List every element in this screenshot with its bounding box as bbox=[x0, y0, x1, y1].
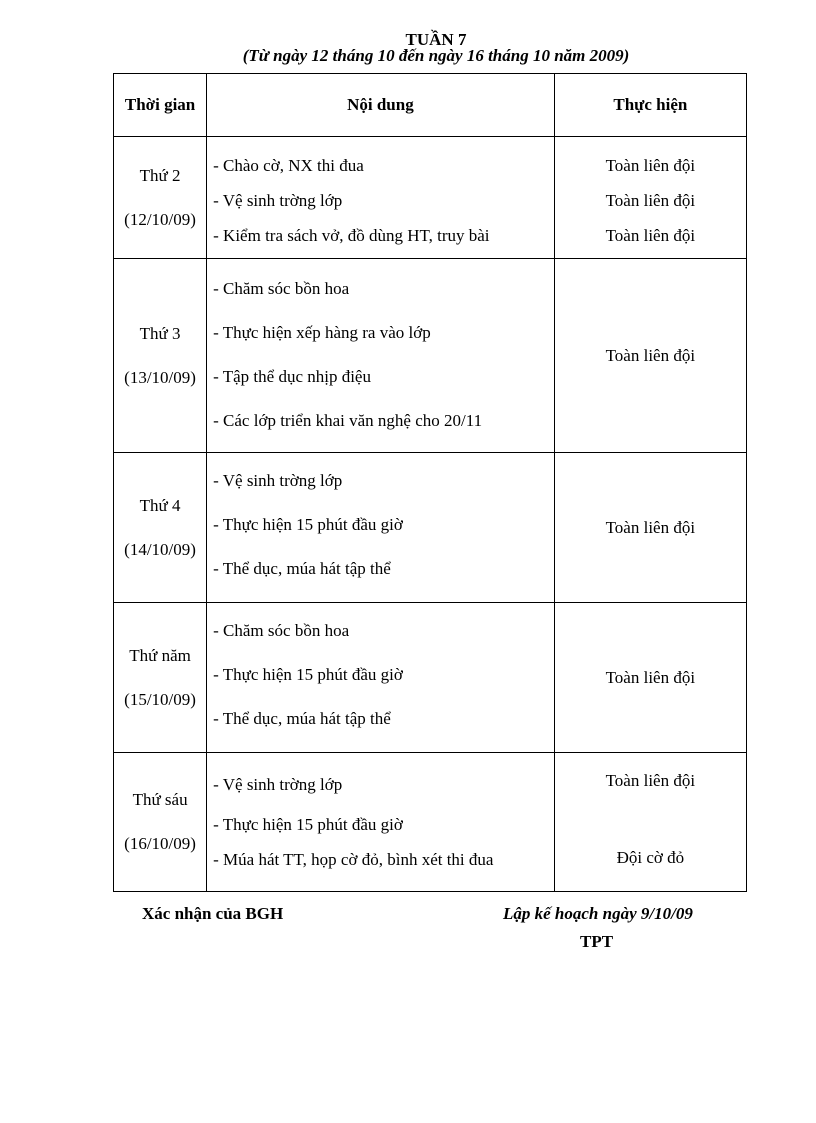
exec-line: Toàn liên đội bbox=[605, 226, 696, 245]
content-line: - Chăm sóc bồn hoa bbox=[213, 621, 350, 640]
date-range: (Từ ngày 12 tháng 10 đến ngày 16 tháng 10 năm 2009) bbox=[242, 46, 630, 65]
time-cell bbox=[114, 603, 207, 753]
plan-date: Lập kế hoạch ngày 9/10/09 bbox=[503, 904, 693, 923]
date-label: (13/10/09) bbox=[124, 367, 196, 387]
exec-line: Toàn liên đội bbox=[605, 156, 696, 175]
time-cell bbox=[114, 753, 207, 892]
content-line: - Vệ sinh trờng lớp bbox=[213, 471, 343, 490]
content-line: - Thể dục, múa hát tập thể bbox=[213, 559, 391, 578]
table-row bbox=[114, 603, 747, 753]
exec-line: Toàn liên đội bbox=[605, 668, 696, 687]
exec-line: Đội cờ đỏ bbox=[616, 848, 685, 867]
content-cell bbox=[207, 753, 555, 892]
exec-cell bbox=[554, 753, 746, 892]
table-row bbox=[114, 753, 747, 892]
content-cell bbox=[207, 453, 555, 603]
date-label: (15/10/09) bbox=[124, 689, 196, 709]
exec-line: Toàn liên đội bbox=[605, 346, 696, 365]
content-cell bbox=[207, 137, 555, 259]
column-header-content: Nội dung bbox=[207, 74, 555, 137]
content-line: - Thực hiện xếp hàng ra vào lớp bbox=[213, 323, 431, 342]
content-line: - Các lớp triển khai văn nghệ cho 20/11 bbox=[213, 411, 483, 430]
exec-line: Toàn liên đội bbox=[605, 191, 696, 210]
exec-cell bbox=[554, 259, 746, 453]
exec-cell bbox=[554, 137, 746, 259]
approval-label: Xác nhận của BGH bbox=[142, 904, 284, 923]
content-line: - Thực hiện 15 phút đầu giờ bbox=[213, 665, 403, 684]
content-line: - Múa hát TT, họp cờ đỏ, bình xét thi đua bbox=[213, 850, 494, 869]
content-line: - Vệ sinh trờng lớp bbox=[213, 775, 343, 794]
day-label: Thứ 4 bbox=[139, 495, 181, 515]
content-cell bbox=[207, 259, 555, 453]
date-label: (12/10/09) bbox=[124, 209, 196, 229]
exec-line: Toàn liên đội bbox=[605, 771, 696, 790]
time-cell bbox=[114, 259, 207, 453]
content-line: - Thể dục, múa hát tập thể bbox=[213, 709, 391, 728]
table-row bbox=[114, 137, 747, 259]
content-line: - Thực hiện 15 phút đầu giờ bbox=[213, 815, 403, 834]
content-line: - Tập thể dục nhịp điệu bbox=[213, 367, 371, 386]
exec-cell bbox=[554, 453, 746, 603]
content-line: - Vệ sinh trờng lớp bbox=[213, 191, 343, 210]
exec-cell bbox=[554, 603, 746, 753]
table-row bbox=[114, 453, 747, 603]
day-label: Thứ 3 bbox=[139, 323, 181, 343]
content-cell bbox=[207, 603, 555, 753]
schedule-table bbox=[113, 73, 747, 892]
exec-line: Toàn liên đội bbox=[605, 518, 696, 537]
column-header-exec: Thực hiện bbox=[554, 74, 746, 137]
time-cell bbox=[114, 453, 207, 603]
date-label: (14/10/09) bbox=[124, 539, 196, 559]
table-header-row bbox=[114, 74, 747, 137]
content-line: - Chăm sóc bồn hoa bbox=[213, 279, 350, 298]
table-row bbox=[114, 259, 747, 453]
day-label: Thứ năm bbox=[129, 645, 191, 665]
week-title: TUẦN 7 bbox=[405, 30, 467, 49]
content-line: - Chào cờ, NX thi đua bbox=[213, 156, 364, 175]
date-label: (16/10/09) bbox=[124, 834, 196, 853]
column-header-time: Thời gian bbox=[114, 74, 207, 137]
content-line: - Thực hiện 15 phút đầu giờ bbox=[213, 515, 403, 534]
time-cell bbox=[114, 137, 207, 259]
day-label: Thứ sáu bbox=[132, 790, 188, 809]
content-line: - Kiểm tra sách vở, đồ dùng HT, truy bài bbox=[213, 226, 490, 245]
day-label: Thứ 2 bbox=[139, 165, 181, 185]
signer-label: TPT bbox=[580, 932, 614, 951]
